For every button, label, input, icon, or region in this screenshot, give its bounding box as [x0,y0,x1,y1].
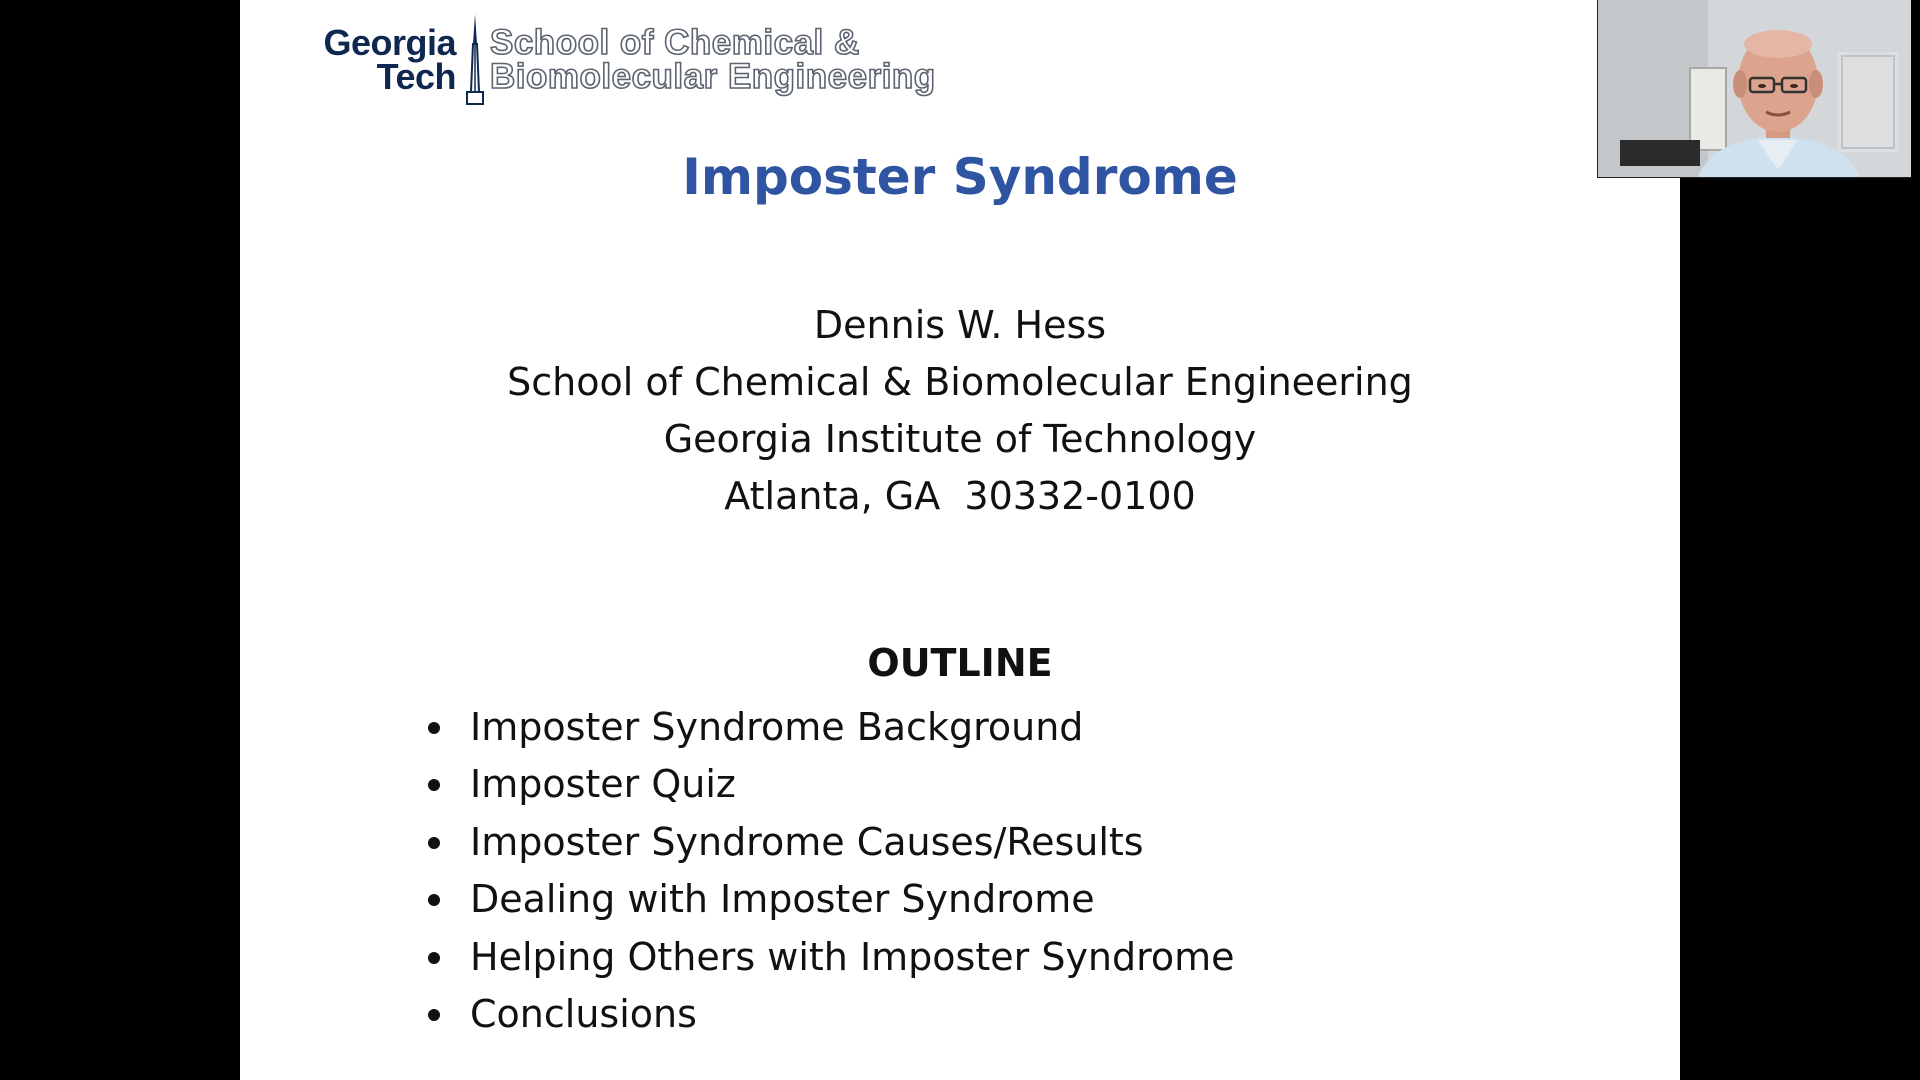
logo-institution-line-1: Georgia [323,22,456,63]
webcam-thumbnail[interactable] [1597,0,1911,178]
outline-item-text: Dealing with Imposter Syndrome [470,877,1095,922]
author-address: Atlanta, GA 30332-0100 [724,474,1196,518]
presenter-video-icon [1598,0,1911,177]
outline-item-text: Helping Others with Imposter Syndrome [470,934,1235,979]
georgia-tech-logo [264,14,1024,106]
logo-school-name [490,23,1030,96]
author-block [240,297,1680,525]
logo-institution-name [264,22,456,97]
slide-title: Imposter Syndrome [682,148,1238,206]
outline-item-text: Conclusions [470,991,697,1036]
author-school: School of Chemical & Biomolecular Engineering [507,360,1413,404]
outline-item-text: Imposter Syndrome Background [470,705,1084,749]
presentation-slide [240,0,1680,1080]
outline-heading: OUTLINE [867,641,1053,685]
bullet-icon [428,1009,440,1021]
bullet-icon [428,894,440,906]
author-institute: Georgia Institute of Technology [663,417,1257,461]
outline-item-text: Imposter Syndrome Causes/Results [470,819,1144,864]
logo-school-line-2: Biomolecular Engineering [490,57,936,96]
bullet-icon [428,837,440,849]
tech-tower-spire-icon [462,14,488,106]
logo-institution-line-2: Tech [376,56,456,97]
bullet-icon [428,779,440,791]
author-name: Dennis W. Hess [813,303,1107,347]
outline-item-text: Imposter Quiz [470,762,736,807]
logo-school-line-1: School of Chemical & [490,23,860,62]
bullet-icon [428,952,440,964]
bullet-icon [428,722,440,734]
